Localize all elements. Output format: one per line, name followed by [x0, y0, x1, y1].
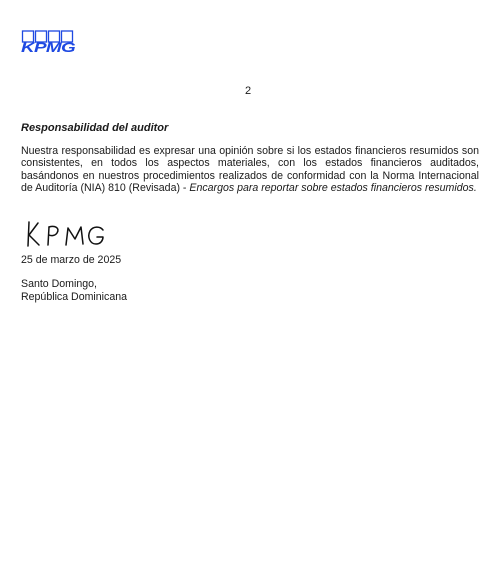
place-country: República Dominicana: [21, 290, 127, 303]
signature-place: [21, 278, 127, 303]
kpmg-logo-text: KPMG: [21, 39, 76, 54]
page-number: 2: [244, 85, 252, 97]
signature-date: 25 de marzo de 2025: [21, 254, 122, 266]
kpmg-signature: [24, 218, 108, 252]
paragraph-italic-text: Encargos para reportar sobre estados financieros resumidos.: [189, 181, 477, 194]
kpmg-logo: [21, 30, 77, 54]
section-heading: Responsabilidad del auditor: [21, 122, 169, 134]
place-city: Santo Domingo,: [21, 278, 97, 290]
paragraph-text: Nuestra responsabilidad es expresar una opinión sobre si los estados financieros resumidos son consistentes, en todos los aspectos materiales, con los estados financieros auditados, basándonos en nuestros procedimientos realizados de conformidad con la Norma Internacional de Auditoría (NIA) 810 (Revisada) -: [21, 145, 479, 194]
responsibility-paragraph: [21, 145, 479, 194]
